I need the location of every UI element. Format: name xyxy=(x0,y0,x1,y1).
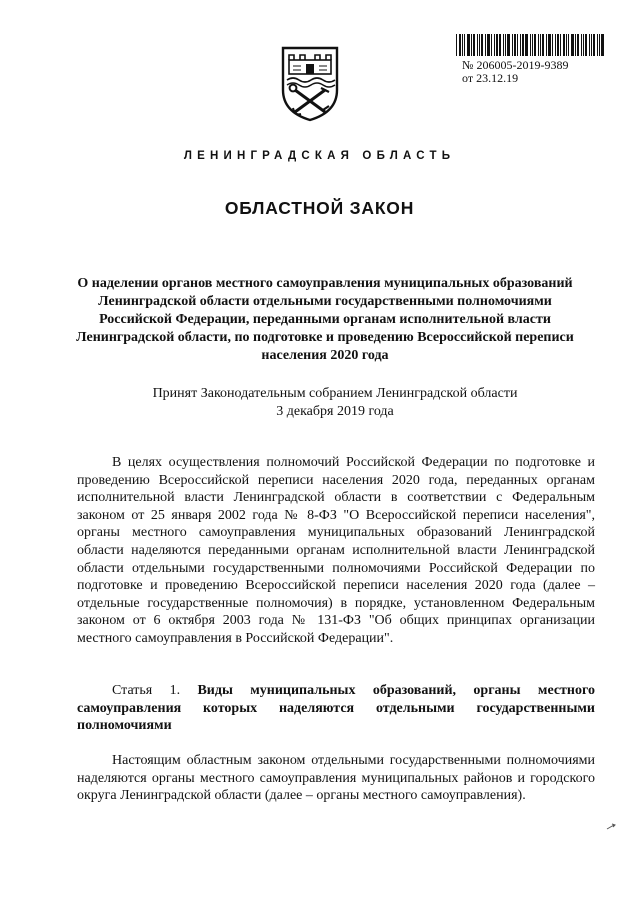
barcode-bar xyxy=(477,34,478,56)
barcode-bar xyxy=(517,34,518,56)
barcode-bar xyxy=(542,34,544,56)
barcode-bar xyxy=(546,34,547,56)
barcode-bar xyxy=(522,34,524,56)
region-name: ЛЕНИНГРАДСКАЯ ОБЛАСТЬ xyxy=(183,150,456,162)
barcode-bar xyxy=(571,34,574,56)
adoption-line-1: Принят Законодательным собранием Ленинградской области xyxy=(152,386,518,401)
barcode-bar xyxy=(575,34,576,56)
barcode-icon xyxy=(456,34,608,56)
barcode-bar xyxy=(566,34,567,56)
law-title: О наделении органов местного самоуправления муниципальных образований Ленинградской области отдельными государственными полномочиями Российской Федерации, переданными органам исполнительной власти Ленинградской области, по подготовке и проведению Всероссийской переписи населения 2020 года xyxy=(76,276,574,363)
barcode-bar xyxy=(583,34,584,56)
article-1-title: Виды муниципальных образований, органы местного самоуправления которых наделяются отдельными государственными полномочиями xyxy=(77,683,595,734)
barcode-bar xyxy=(507,34,510,56)
document-number: № 206005-2019-9389 xyxy=(462,58,569,72)
barcode-bar xyxy=(552,34,553,56)
barcode-bar xyxy=(487,34,490,56)
barcode-bar xyxy=(499,34,501,56)
coat-of-arms-leningrad-region-icon xyxy=(279,44,341,122)
barcode-bar xyxy=(589,34,590,56)
barcode-bar xyxy=(479,34,480,56)
barcode-bar xyxy=(593,34,595,56)
barcode-bar xyxy=(534,34,536,56)
barcode-bar xyxy=(467,34,470,56)
barcode-bar xyxy=(563,34,565,56)
document-date: от 23.12.19 xyxy=(462,71,519,85)
barcode-bar xyxy=(540,34,541,56)
margin-mark xyxy=(606,818,616,826)
barcode-bar xyxy=(577,34,579,56)
barcode-bar xyxy=(532,34,533,56)
barcode-bar xyxy=(464,34,465,56)
barcode-bar xyxy=(525,34,528,56)
barcode-bar xyxy=(505,34,506,56)
barcode-bar xyxy=(591,34,592,56)
barcode-bar xyxy=(597,34,598,56)
barcode-bar xyxy=(520,34,521,56)
barcode-bar xyxy=(503,34,504,56)
barcode-bar xyxy=(599,34,600,56)
article-1-heading xyxy=(77,682,595,735)
preamble-paragraph: В целях осуществления полномочий Российской Федерации по подготовке и проведению Всероссийской переписи населения 2020 года, переданных органам исполнительной власти Ленинградской области в соответствии с Федеральным законом от 25 января 2002 года № 8-ФЗ "О Всероссийской переписи населения", органы местного самоуправления муниципальных образований Ленинградской области наделяются переданными органам исполнительной власти Ленинградской области отдельными государственными полномочиями Российской Федерации по подготовке и проведению Всероссийской переписи населения 2020 года (далее – отдельные государственные полномочия) в порядке, установленном Федеральным законом от 6 октября 2003 года № 131-ФЗ "Об общих принципах организации местного самоуправления в Российской Федерации". xyxy=(77,455,595,646)
article-1-label: Статья 1. xyxy=(112,683,181,698)
barcode-bar xyxy=(548,34,551,56)
barcode-bar xyxy=(471,34,472,56)
barcode-bar xyxy=(491,34,492,56)
barcode-bar xyxy=(481,34,483,56)
law-type-heading: ОБЛАСТНОЙ ЗАКОН xyxy=(224,198,415,218)
document-registration xyxy=(462,59,568,85)
article-1-text: Настоящим областным законом отдельными государственными полномочиями наделяются органы местного самоуправления муниципальных районов и городского округа Ленинградской области (далее – органы местного самоуправления). xyxy=(77,753,595,804)
barcode-bar xyxy=(494,34,495,56)
barcode-bar xyxy=(473,34,475,56)
barcode-bar xyxy=(538,34,539,56)
barcode-bar xyxy=(530,34,531,56)
barcode-bar xyxy=(555,34,556,56)
barcode-bar xyxy=(456,34,457,56)
barcode-bar xyxy=(512,34,513,56)
barcode-bar xyxy=(459,34,461,56)
barcode-bar xyxy=(496,34,498,56)
barcode-bar xyxy=(514,34,516,56)
barcode-bar xyxy=(601,34,604,56)
adoption-date: 3 декабря 2019 года xyxy=(276,404,394,419)
barcode-bar xyxy=(585,34,587,56)
barcode-bar xyxy=(462,34,463,56)
adoption-statement xyxy=(110,385,560,421)
barcode-bar xyxy=(557,34,559,56)
barcode-bar xyxy=(560,34,561,56)
barcode-bar xyxy=(485,34,486,56)
barcode-bar xyxy=(568,34,569,56)
barcode-bar xyxy=(581,34,582,56)
